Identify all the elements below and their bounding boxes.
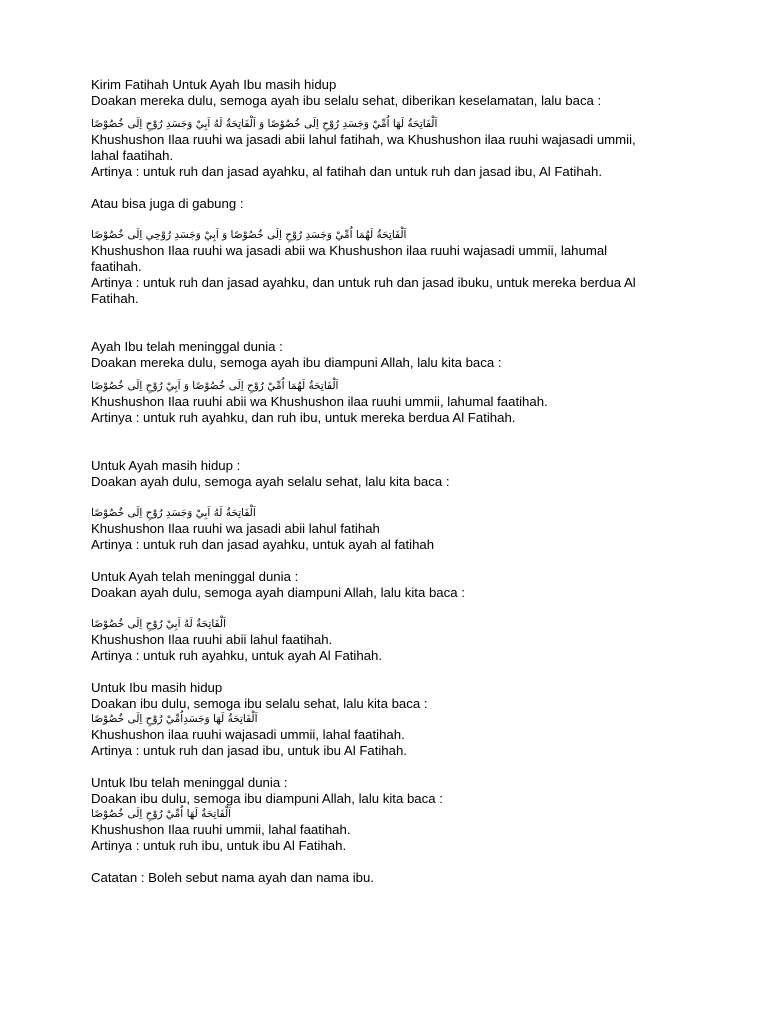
transliteration-line: lahal faatihah. [91,148,174,163]
arabic-prayer: اَلْفَاتِحَةُ لَهُ اَبِيْ وَجَسَدِ رُوْحِ اِلَى خُصُوْصًا [91,507,256,519]
section-title: Ayah Ibu telah meninggal dunia : [91,339,283,354]
arabic-prayer: اَلْفَاتِحَةُ لَهَا اُمِّيْ وَجَسَدِ رُوْحِ اِلَى خُصُوْصًا وَ اَلْفَاتِحَةُ لَهُ اَبِيْ وَجَسَدِ رُوْحِ اِلَى خُصُوْصًا [91,118,438,130]
transliteration-line: Khushushon Ilaa ruuhi wa jasadi abii lahul fatihah [91,521,380,536]
section-title: Untuk Ibu masih hidup [91,680,223,695]
meaning-line: Artinya : untuk ruh dan jasad ayahku, dan untuk ruh dan jasad ibuku, untuk mereka berdua Al [91,275,636,290]
section-instruction: Doakan mereka dulu, semoga ayah ibu diampuni Allah, lalu kita baca : [91,355,502,370]
transliteration-line: Khushushon Ilaa ruuhi wa jasadi abii lahul fatihah, wa Khushushon ilaa ruuhi wajasadi ummii, [91,132,636,147]
arabic-prayer: اَلْفَاتِحَةُ لَهُمَا اُمِّيْ رُوْحِ اِلَى خُصُوْصًا وَ اَبِيْ رُوْحِ اِلَى خُصُوْصًا [91,380,339,392]
arabic-prayer: اَلْفَاتِحَةُ لَهَا وَجَسَدِاُمِّيْ رُوْحِ اِلَى خُصُوْصًا [91,713,258,725]
meaning-line: Artinya : untuk ruh ayahku, untuk ayah Al Fatihah. [91,648,383,663]
transliteration-line: Khushushon Ilaa ruuhi abii wa Khushushon ilaa ruuhi ummii, lahumal faatihah. [91,394,548,409]
meaning-line: Artinya : untuk ruh dan jasad ibu, untuk ibu Al Fatihah. [91,743,407,758]
section-instruction: Doakan ibu dulu, semoga ibu selalu sehat, lalu kita baca : [91,696,428,711]
arabic-prayer: اَلْفَاتِحَةُ لَهُمَا اُمِّيْ وَجَسَدِ رُوْحِ اِلَى خُصُوْصًا وَ اَبِيْ وَجَسَدِ رُوْحِي اِلَى خُصُوْصًا [91,229,407,241]
meaning-line: Artinya : untuk ruh dan jasad ayahku, al fatihah dan untuk ruh dan jasad ibu, Al Fatihah. [91,164,602,179]
document-body [91,77,691,886]
section-instruction: Doakan ayah dulu, semoga ayah diampuni Allah, lalu kita baca : [91,585,465,600]
meaning-line: Fatihah. [91,291,139,306]
section-title: Untuk Ibu telah meninggal dunia : [91,775,288,790]
meaning-line: Artinya : untuk ruh ibu, untuk ibu Al Fatihah. [91,838,347,853]
section-title: Untuk Ayah masih hidup : [91,458,241,473]
section-instruction: Doakan ayah dulu, semoga ayah selalu sehat, lalu kita baca : [91,474,450,489]
transliteration-line: faatihah. [91,259,142,274]
transliteration-line: Khushushon Ilaa ruuhi wa jasadi abii wa Khushushon ilaa ruuhi wajasadi ummii, lahumal [91,243,608,258]
meaning-line: Artinya : untuk ruh ayahku, dan ruh ibu, untuk mereka berdua Al Fatihah. [91,410,516,425]
meaning-line: Artinya : untuk ruh dan jasad ayahku, untuk ayah al fatihah [91,537,435,552]
section-instruction: Doakan mereka dulu, semoga ayah ibu selalu sehat, diberikan keselamatan, lalu baca : [91,93,602,108]
section-title: Atau bisa juga di gabung : [91,196,244,211]
arabic-prayer: اَلْفَاتِحَةُ لَهُ اَبِيْ رُوْحِ اِلَى خُصُوْصًا [91,618,226,630]
transliteration-line: Khushushon Ilaa ruuhi ummii, lahal faatihah. [91,822,351,837]
transliteration-line: Khushushon ilaa ruuhi wajasadi ummii, lahal faatihah. [91,727,405,742]
arabic-prayer: اَلْفَاتِحَةُ لَهَا اُمِّيْ رُوْحِ اِلَى خُصُوْصًا [91,808,232,820]
section-title: Untuk Ayah telah meninggal dunia : [91,569,299,584]
closing-note: Catatan : Boleh sebut nama ayah dan nama ibu. [91,870,374,885]
transliteration-line: Khushushon Ilaa ruuhi abii lahul faatihah. [91,632,333,647]
section-instruction: Doakan ibu dulu, semoga ibu diampuni Allah, lalu kita baca : [91,791,443,806]
section-title: Kirim Fatihah Untuk Ayah Ibu masih hidup [91,77,337,92]
